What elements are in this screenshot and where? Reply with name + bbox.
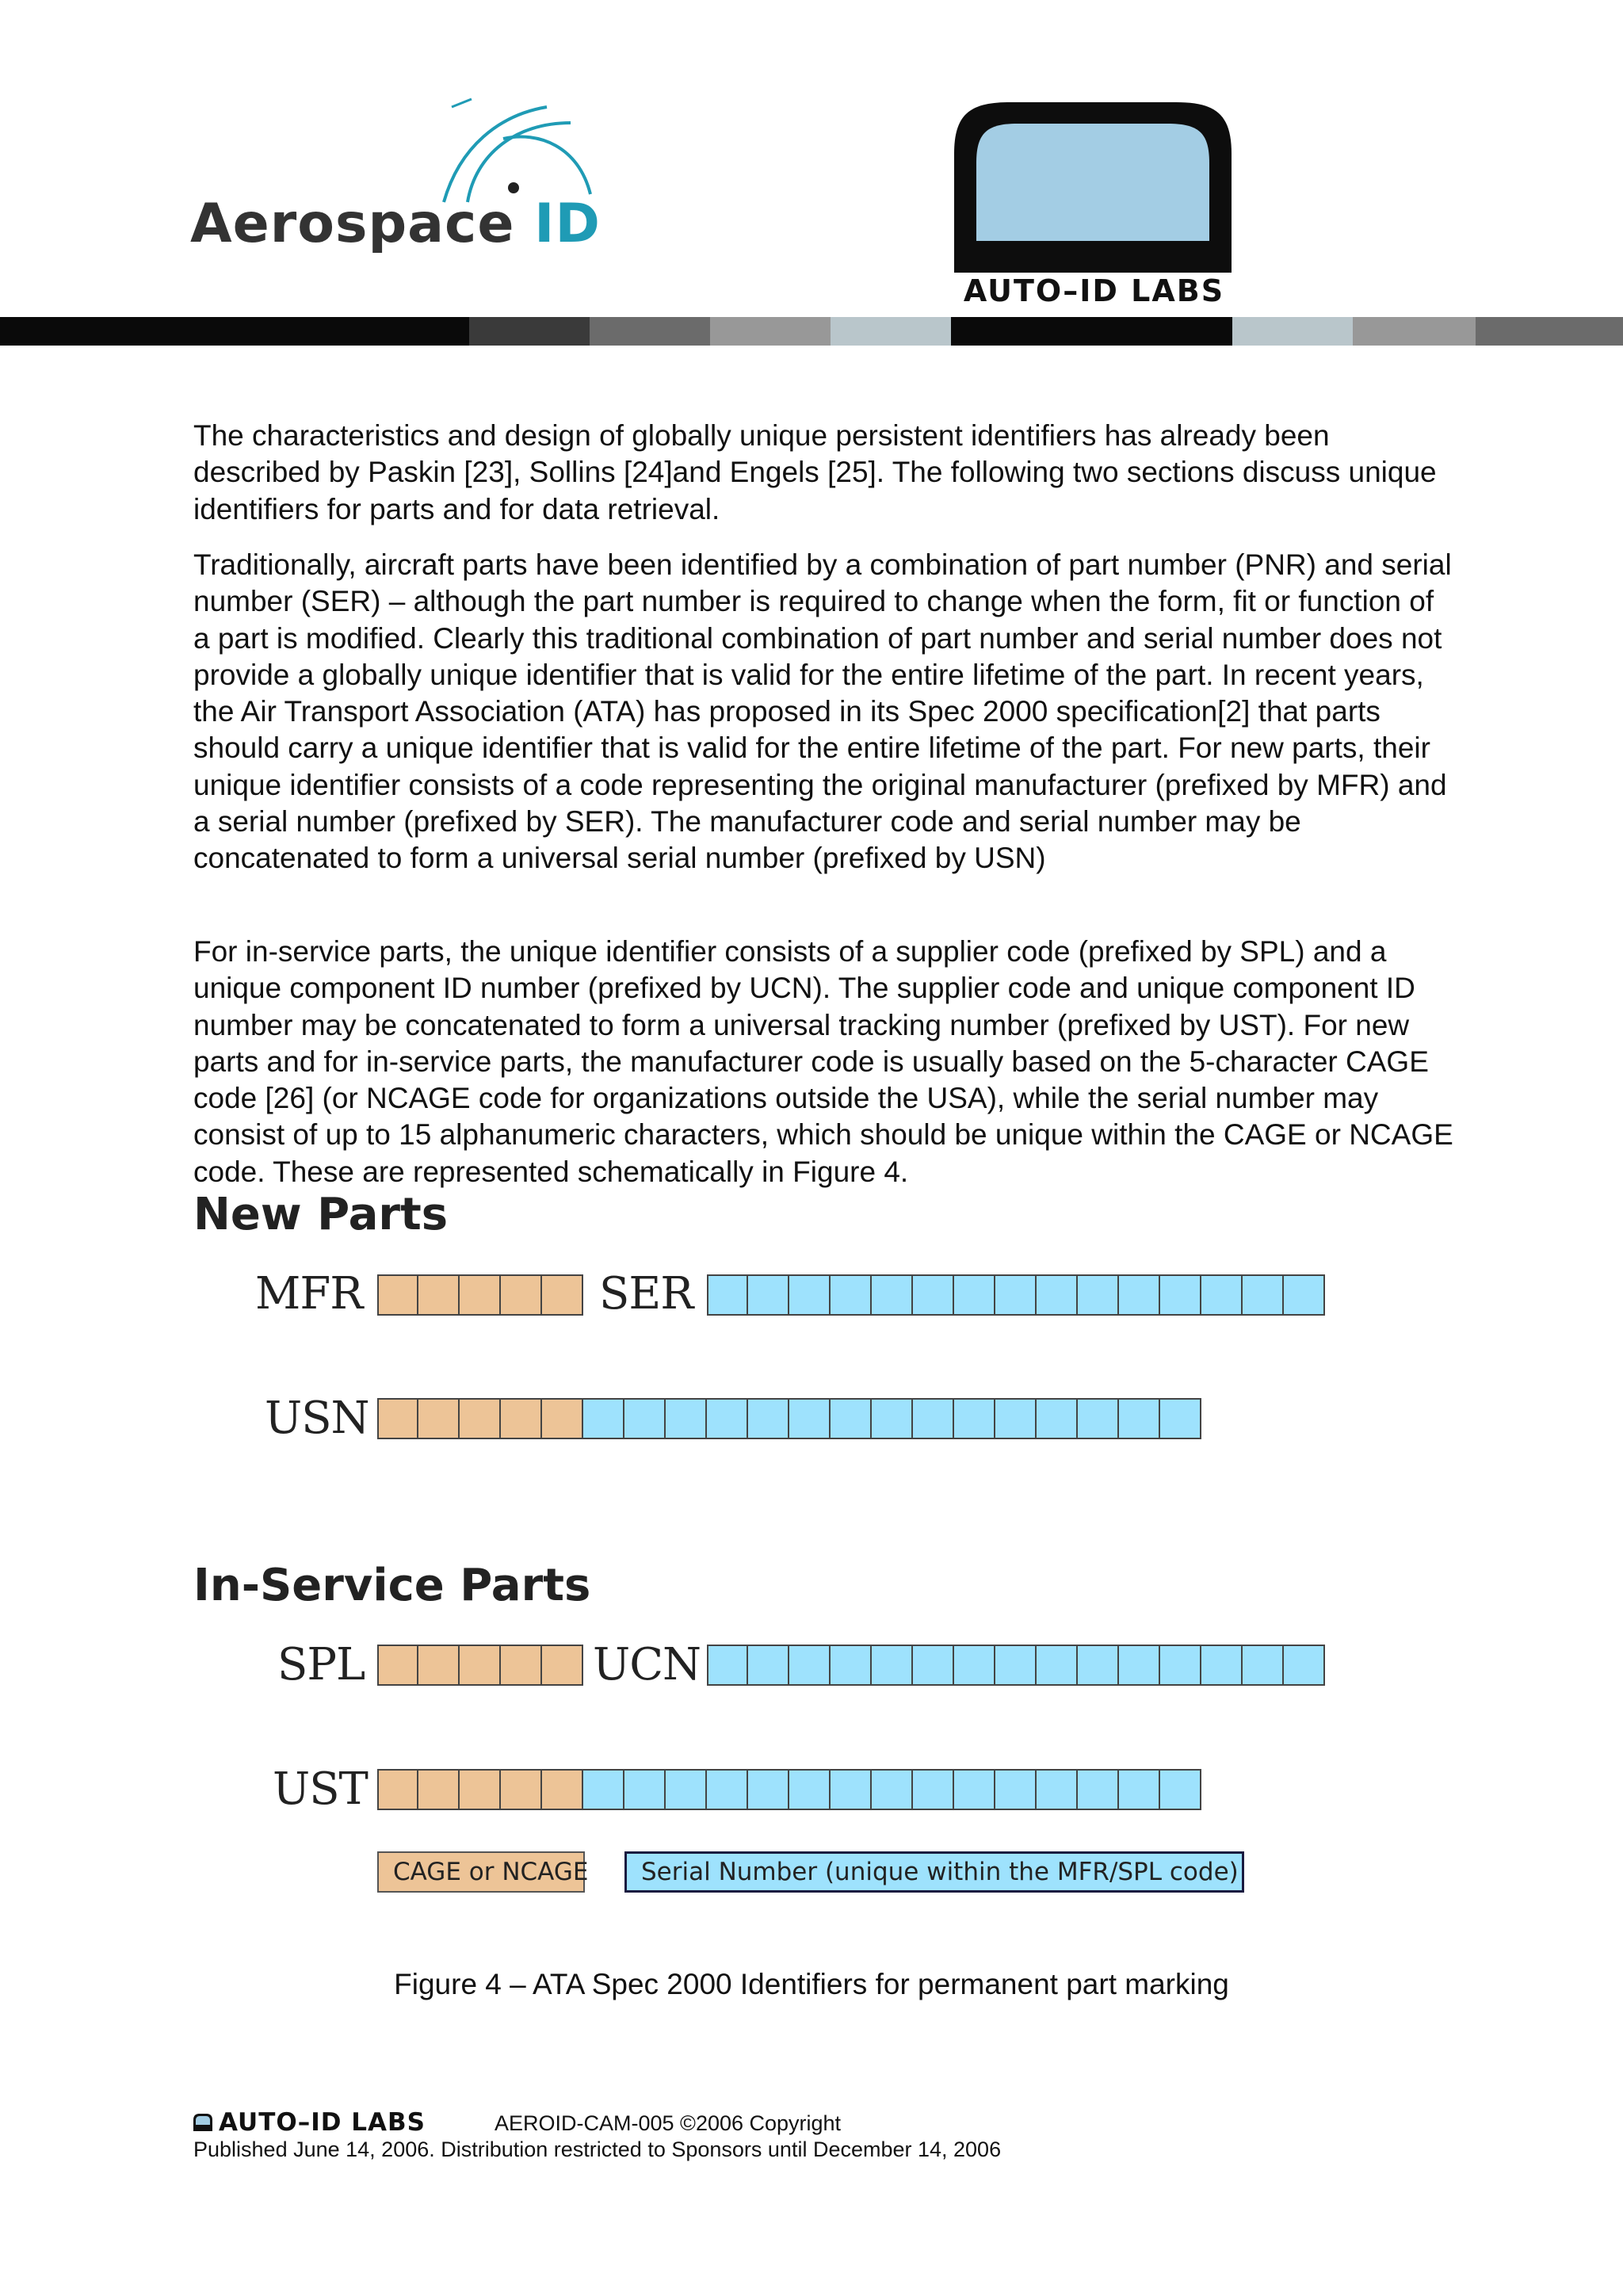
- code-cell: [501, 1398, 542, 1439]
- serial-cell: [872, 1274, 913, 1316]
- aerospace-id-wordmark: [190, 193, 601, 255]
- header-stripe: [0, 317, 1623, 346]
- serial-cell: [748, 1398, 789, 1439]
- serial-cell: [583, 1769, 624, 1810]
- auto-id-labs-logo: [949, 95, 1239, 309]
- serial-cell: [1037, 1398, 1078, 1439]
- serial-cell: [789, 1645, 831, 1686]
- footer-copyright: AEROID-CAM-005 ©2006 Copyright: [495, 2111, 842, 2135]
- serial-cell: [1037, 1274, 1078, 1316]
- serial-cell: [1243, 1274, 1284, 1316]
- serial-cell: [707, 1645, 748, 1686]
- cells-usn: [377, 1398, 1201, 1439]
- serial-cell: [707, 1769, 748, 1810]
- stripe-segment: [1232, 317, 1353, 346]
- cells-mfr-code: [377, 1274, 583, 1316]
- code-cell: [418, 1645, 460, 1686]
- serial-cell: [748, 1645, 789, 1686]
- code-cell: [501, 1769, 542, 1810]
- serial-cell: [1160, 1274, 1201, 1316]
- code-cell: [377, 1274, 418, 1316]
- serial-cell: [789, 1398, 831, 1439]
- serial-cell: [1078, 1645, 1119, 1686]
- heading-new-parts: New Parts: [193, 1189, 449, 1240]
- serial-cell: [872, 1769, 913, 1810]
- stripe-segment: [710, 317, 831, 346]
- code-cell: [377, 1398, 418, 1439]
- legend-cage-ncage: CAGE or NCAGE: [377, 1851, 585, 1893]
- serial-cell: [666, 1398, 707, 1439]
- stripe-segment: [469, 317, 590, 346]
- paragraph-traditional-parts: Traditionally, aircraft parts have been identified by a combination of part number (PNR) and serial number (SER) – although the part number is required to change when the form, fit or function of a part is modified. Clearly this traditional combination of part number and serial number does not provide a globally unique identifier that is valid for the entire lifetime of the part. In recent years, the Air Transport Association (ATA) has proposed in its Spec 2000 specification[2] that parts should carry a unique identifier that is valid for the entire lifetime of the part. For new parts, their unique identifier consists of a code representing the original manufacturer (prefixed by MFR) and a serial number (prefixed by SER). The manufacturer code and serial number may be concatenated to form a universal serial number (prefixed by USN): [193, 548, 1452, 875]
- serial-cell: [831, 1398, 872, 1439]
- serial-cell: [913, 1398, 954, 1439]
- auto-id-window-icon: [954, 98, 1232, 273]
- aero-logo-id: ID: [534, 193, 601, 255]
- serial-cell: [872, 1645, 913, 1686]
- code-cell: [460, 1398, 501, 1439]
- code-cell: [542, 1398, 583, 1439]
- code-cell: [377, 1769, 418, 1810]
- cells-ser-serial: [707, 1274, 1325, 1316]
- code-cell: [418, 1274, 460, 1316]
- serial-cell: [1119, 1398, 1160, 1439]
- serial-cell: [1037, 1645, 1078, 1686]
- serial-cell: [954, 1769, 995, 1810]
- serial-cell: [954, 1274, 995, 1316]
- code-cell: [418, 1769, 460, 1810]
- cells-spl-code: [377, 1645, 583, 1686]
- code-cell: [418, 1398, 460, 1439]
- serial-cell: [789, 1274, 831, 1316]
- serial-cell: [1119, 1274, 1160, 1316]
- code-cell: [460, 1274, 501, 1316]
- stripe-segment: [1476, 317, 1623, 346]
- serial-cell: [1160, 1645, 1201, 1686]
- footer-brand-text: AUTO–ID LABS: [219, 2108, 426, 2137]
- serial-cell: [1078, 1274, 1119, 1316]
- code-cell: [501, 1645, 542, 1686]
- auto-id-labs-wordmark: AUTO–ID LABS: [963, 273, 1225, 308]
- stripe-segment: [951, 317, 1232, 346]
- label-ust: UST: [273, 1763, 368, 1815]
- aerospace-id-logo: [190, 91, 610, 273]
- code-cell: [542, 1274, 583, 1316]
- aero-logo-word: Aerospace: [190, 193, 515, 255]
- paragraph-identifiers-intro: The characteristics and design of globally unique persistent identifiers has already been described by Paskin [23], Sollins [24]and Engels [25]. The following two sections discuss unique identifiers for parts and for data retrieval.: [193, 419, 1437, 525]
- serial-cell: [748, 1274, 789, 1316]
- serial-cell: [1119, 1645, 1160, 1686]
- auto-id-mini-icon: [193, 2114, 212, 2131]
- serial-cell: [995, 1769, 1037, 1810]
- code-cell: [460, 1769, 501, 1810]
- serial-cell: [1243, 1645, 1284, 1686]
- serial-cell: [748, 1769, 789, 1810]
- label-ser: SER: [599, 1268, 693, 1320]
- serial-cell: [666, 1769, 707, 1810]
- legend-serial-number: Serial Number (unique within the MFR/SPL code): [624, 1851, 1244, 1893]
- cells-ucn-serial: [707, 1645, 1325, 1686]
- label-ucn: UCN: [593, 1639, 701, 1690]
- paragraph-in-service-parts: For in-service parts, the unique identifier consists of a supplier code (prefixed by SPL) and a unique component ID number (prefixed by UCN). The supplier code and unique component ID number may be concatenated to form a universal tracking number (prefixed by UST). For new parts and for in-service parts, the manufacturer code is usually based on the 5-character CAGE code [26] (or NCAGE code for organizations outside the USA), while the serial number may consist of up to 15 alphanumeric characters, which should be unique within the CAGE or NCAGE code. These are represented schematically in Figure 4.: [193, 935, 1453, 1188]
- serial-cell: [1160, 1398, 1201, 1439]
- serial-cell: [913, 1645, 954, 1686]
- serial-cell: [831, 1274, 872, 1316]
- stripe-segment: [1353, 317, 1476, 346]
- serial-cell: [995, 1274, 1037, 1316]
- stripe-segment: [590, 317, 710, 346]
- serial-cell: [707, 1398, 748, 1439]
- heading-in-service-parts: In-Service Parts: [193, 1560, 591, 1611]
- serial-cell: [872, 1398, 913, 1439]
- cells-ust: [377, 1769, 1201, 1810]
- serial-cell: [1201, 1274, 1243, 1316]
- serial-cell: [913, 1769, 954, 1810]
- serial-cell: [995, 1398, 1037, 1439]
- label-usn: USN: [265, 1392, 369, 1444]
- serial-cell: [1078, 1769, 1119, 1810]
- footer-auto-id-logo: [193, 2108, 426, 2137]
- serial-cell: [954, 1398, 995, 1439]
- serial-cell: [913, 1274, 954, 1316]
- serial-cell: [1119, 1769, 1160, 1810]
- serial-cell: [624, 1769, 666, 1810]
- footer-published: Published June 14, 2006. Distribution restricted to Sponsors until December 14, 2006: [193, 2137, 1002, 2161]
- serial-cell: [831, 1645, 872, 1686]
- stripe-segment: [831, 317, 951, 346]
- serial-cell: [1284, 1645, 1325, 1686]
- code-cell: [377, 1645, 418, 1686]
- serial-cell: [954, 1645, 995, 1686]
- serial-cell: [1284, 1274, 1325, 1316]
- figure-caption: Figure 4 – ATA Spec 2000 Identifiers for permanent part marking: [394, 1968, 1229, 2000]
- code-cell: [542, 1769, 583, 1810]
- serial-cell: [624, 1398, 666, 1439]
- serial-cell: [707, 1274, 748, 1316]
- code-cell: [501, 1274, 542, 1316]
- serial-cell: [583, 1398, 624, 1439]
- serial-cell: [1037, 1769, 1078, 1810]
- code-cell: [542, 1645, 583, 1686]
- label-spl: SPL: [277, 1639, 365, 1690]
- stripe-segment: [0, 317, 469, 346]
- serial-cell: [1160, 1769, 1201, 1810]
- serial-cell: [789, 1769, 831, 1810]
- serial-cell: [1201, 1645, 1243, 1686]
- serial-cell: [995, 1645, 1037, 1686]
- serial-cell: [1078, 1398, 1119, 1439]
- label-mfr: MFR: [255, 1268, 363, 1320]
- serial-cell: [831, 1769, 872, 1810]
- code-cell: [460, 1645, 501, 1686]
